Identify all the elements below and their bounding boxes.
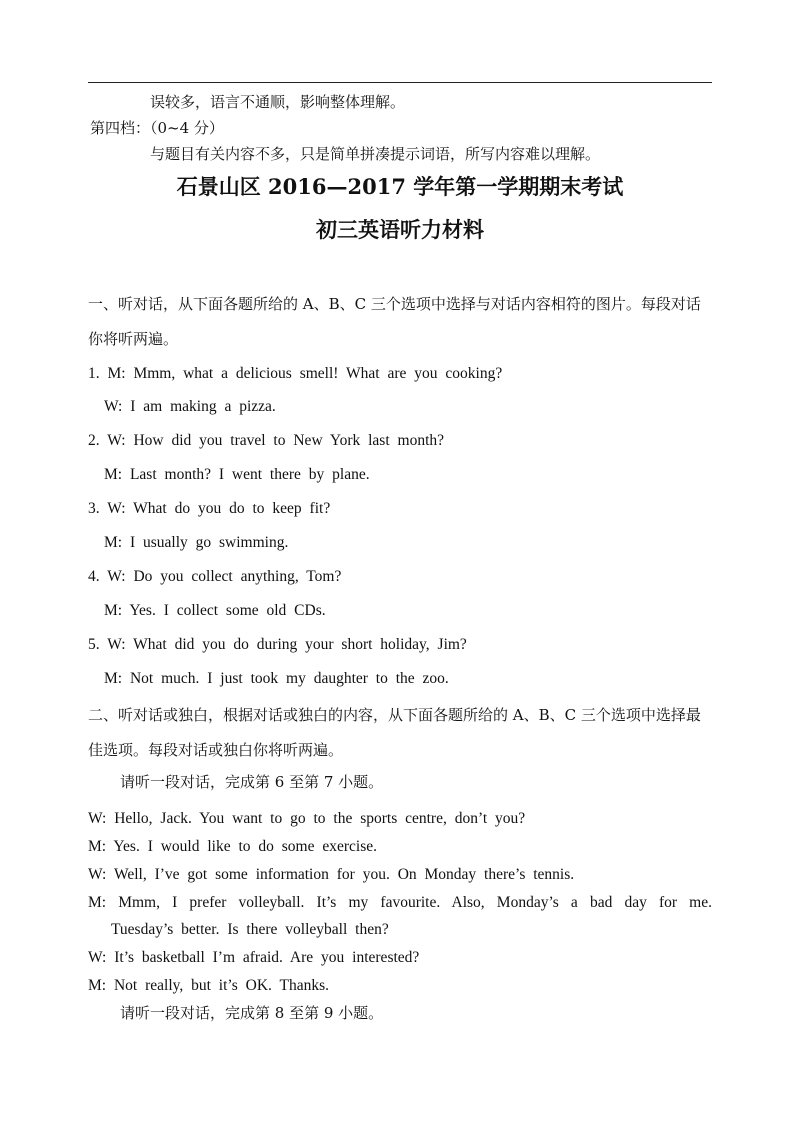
part1-instruction-line2: 你将听两遍。 [88, 330, 179, 348]
grading-level-4-description: 与题目有关内容不多，只是简单拼凑提示词语，所写内容难以理解。 [150, 145, 601, 163]
dialogue-line: W: It’s basketball I’m afraid. Are you interested? [88, 949, 420, 966]
part2-prompt-6-7: 请听一段对话，完成第 6 至第 7 小题。 [120, 773, 384, 791]
dialogue-line: W: Hello, Jack. You want to go to the sports centre, don’t you? [88, 810, 526, 827]
grading-level-4-label: 第四档：（0~4 分） [90, 119, 224, 137]
document-subtitle: 初三英语听力材料 [316, 217, 484, 242]
part2-instruction-line1: 二、听对话或独白，根据对话或独白的内容，从下面各题所给的 A、B、C 三个选项中选择最 [88, 706, 701, 724]
item-4-answer: M: Yes. I collect some old CDs. [104, 602, 326, 619]
item-2-answer: M: Last month? I went there by plane. [104, 466, 370, 483]
dialogue-line: M: Yes. I would like to do some exercise. [88, 838, 378, 855]
item-1-answer: W: I am making a pizza. [104, 398, 276, 415]
item-2-question: 2. W: How did you travel to New York last month? [88, 432, 445, 449]
item-1-question: 1. M: Mmm, what a delicious smell! What are you cooking? [88, 365, 503, 382]
item-4-question: 4. W: Do you collect anything, Tom? [88, 568, 342, 585]
header-rule [88, 82, 712, 83]
dialogue-line: M: Mmm, I prefer volleyball. It’s my favourite. Also, Monday’s a bad day for me. [88, 894, 712, 911]
part2-prompt-8-9: 请听一段对话，完成第 8 至第 9 小题。 [120, 1004, 384, 1022]
item-3-answer: M: I usually go swimming. [104, 534, 289, 551]
dialogue-line: M: Not really, but it’s OK. Thanks. [88, 977, 329, 994]
item-5-answer: M: Not much. I just took my daughter to the zoo. [104, 670, 449, 687]
part1-instruction-line1: 一、听对话，从下面各题所给的 A、B、C 三个选项中选择与对话内容相符的图片。每段对话 [88, 295, 701, 313]
item-3-question: 3. W: What do you do to keep fit? [88, 500, 331, 517]
grading-text-line: 误较多，语言不通顺，影响整体理解。 [150, 93, 406, 111]
part2-instruction-line2: 佳选项。每段对话或独白你将听两遍。 [88, 741, 344, 759]
document-title: 石景山区 2016—2017 学年第一学期期末考试 [176, 174, 624, 199]
dialogue-line-continuation: Tuesday’s better. Is there volleyball then? [111, 921, 389, 938]
item-5-question: 5. W: What did you do during your short holiday, Jim? [88, 636, 467, 653]
dialogue-line: W: Well, I’ve got some information for you. On Monday there’s tennis. [88, 866, 575, 883]
